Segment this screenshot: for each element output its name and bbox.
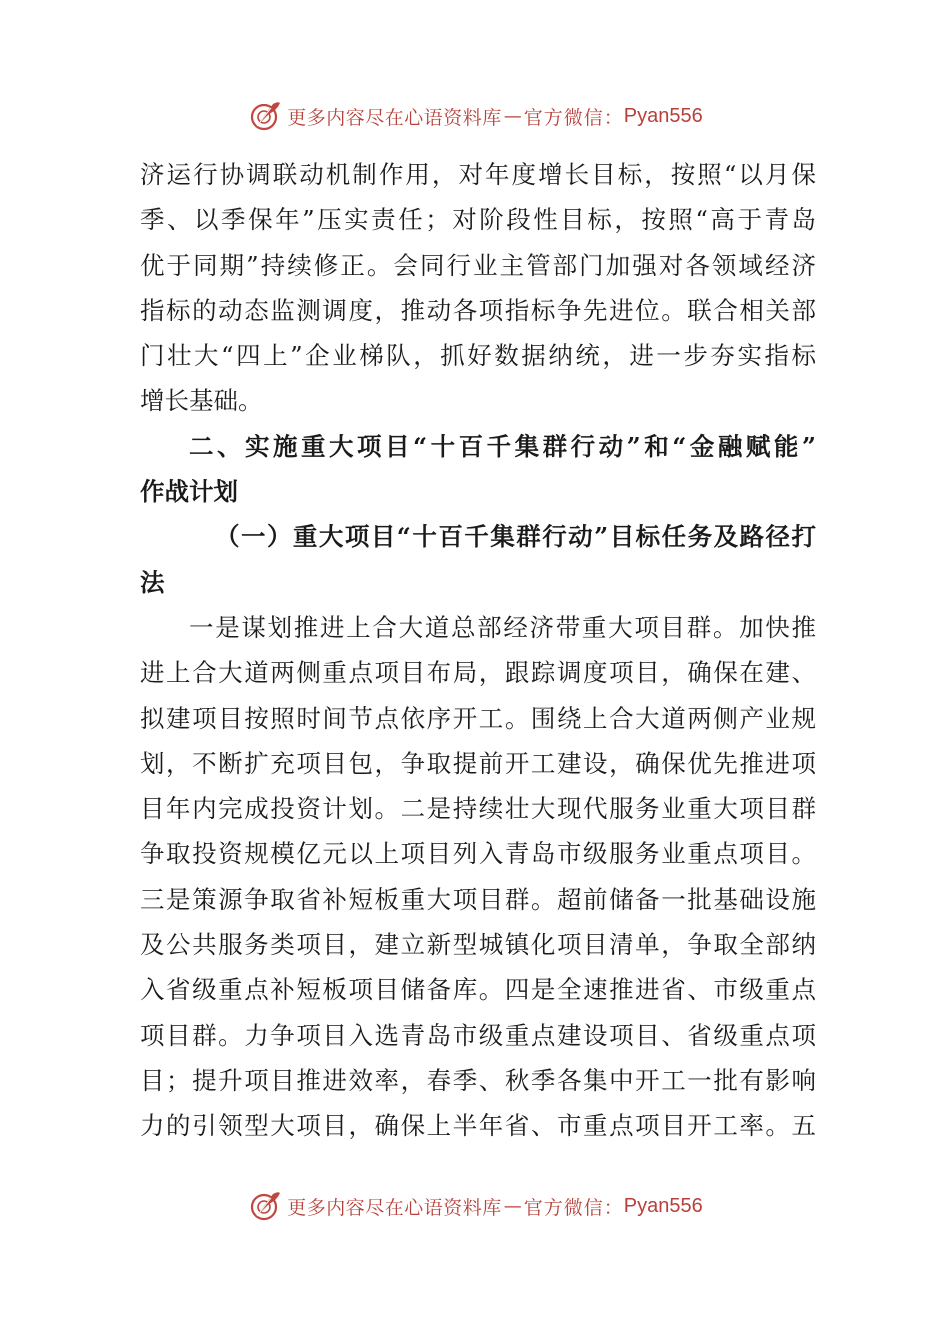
subsection-heading-cont: 法 xyxy=(140,567,165,597)
document-body xyxy=(140,152,816,1149)
body-line: 三是策源争取省补短板重大项目群。超前储备一批基础设施 xyxy=(140,884,816,914)
body-line: 项目群。力争项目入选青岛市级重点建设项目、省级重点项 xyxy=(140,1020,816,1050)
body-line: 优于同期”持续修正。会同行业主管部门加强对各领域经济 xyxy=(140,250,816,280)
body-line: 目；提升项目推进效率，春季、秋季各集中开工一批有影响 xyxy=(140,1065,816,1095)
body-line: 济运行协调联动机制作用，对年度增长目标，按照“以月保 xyxy=(140,160,816,189)
subsection-heading: （一）重大项目“十百千集群行动”目标任务及路径打 xyxy=(215,522,816,552)
banner-separator: — xyxy=(503,1195,522,1217)
body-line: 目年内完成投资计划。二是持续壮大现代服务业重大项目群 xyxy=(140,794,816,824)
section-heading: 二、实施重大项目“十百千集群行动”和“金融赋能” xyxy=(189,431,816,461)
banner-wechat-id: Pyan556 xyxy=(623,104,703,127)
banner-wechat-id: Pyan556 xyxy=(623,1194,703,1217)
body-line: 力的引领型大项目，确保上半年省、市重点项目开工率。五 xyxy=(140,1111,816,1141)
body-line: 入省级重点补短板项目储备库。四是全速推进省、市级重点 xyxy=(140,975,816,1005)
banner-text: 更多内容尽在心语资料库 xyxy=(287,1196,502,1219)
banner-separator: — xyxy=(503,105,522,127)
body-line: 及公共服务类项目，建立新型城镇化项目清单，争取全部纳 xyxy=(140,930,816,960)
body-line: 季、以季保年”压实责任；对阶段性目标，按照“高于青岛 xyxy=(140,205,816,235)
banner-text: 更多内容尽在心语资料库 xyxy=(287,106,502,129)
body-line: 拟建项目按照时间节点依序开工。围绕上合大道两侧产业规 xyxy=(140,703,816,733)
banner-wechat-label: 官方微信： xyxy=(523,106,624,129)
banner-wechat-label: 官方微信： xyxy=(523,1196,624,1219)
header-banner xyxy=(0,96,950,136)
body-line: 门壮大“四上”企业梯队，抓好数据纳统，进一步夯实指标 xyxy=(140,341,816,371)
body-line: 进上合大道两侧重点项目布局，跟踪调度项目，确保在建、 xyxy=(140,658,816,688)
body-line: 争取投资规模亿元以上项目列入青岛市级服务业重点项目。 xyxy=(140,839,816,869)
body-line: 指标的动态监测调度，推动各项指标争先进位。联合相关部 xyxy=(140,295,816,325)
section-heading-cont: 作战计划 xyxy=(140,477,238,507)
feather-logo-icon xyxy=(247,98,283,134)
body-line: 划，不断扩充项目包，争取提前开工建设，确保优先推进项 xyxy=(140,748,816,778)
body-line: 一是谋划推进上合大道总部经济带重大项目群。加快推 xyxy=(189,612,816,642)
footer-banner xyxy=(0,1186,950,1226)
body-line: 增长基础。 xyxy=(140,386,263,416)
feather-logo-icon xyxy=(247,1188,283,1224)
